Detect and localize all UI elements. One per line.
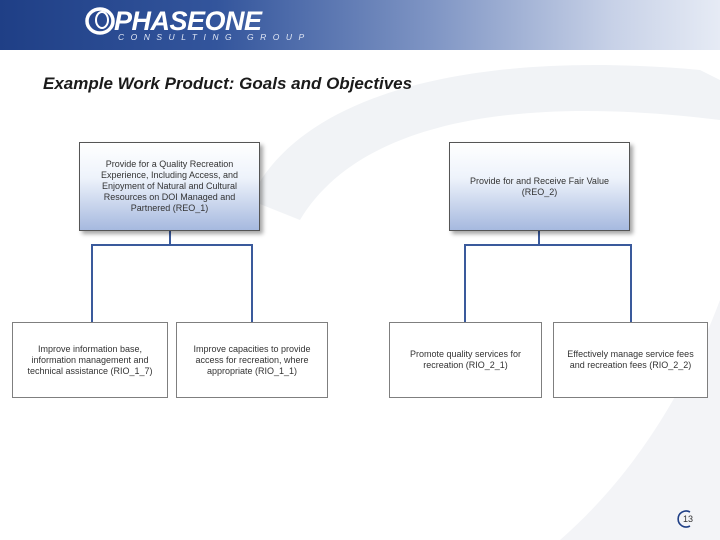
goal-text: Provide for a Quality Recreation Experience, Including Access, and Enjoyment of Natural and Cultural Resources on DOI Managed and Partnered (REO_1) <box>100 159 239 213</box>
objective-box-rio-2-2 <box>553 322 708 398</box>
logo-subtext: CONSULTING GROUP <box>118 32 311 42</box>
connector-goal1-horizontal <box>91 244 253 246</box>
objective-text: Effectively manage service fees and recreation fees (RIO_2_2) <box>567 349 694 370</box>
connector-goal1-vertical <box>169 231 171 245</box>
connector-goal2-horizontal <box>464 244 632 246</box>
connector-obj2-vertical <box>251 244 253 322</box>
objective-text: Improve information base, information management and technical assistance (RIO_1_7) <box>27 343 153 376</box>
connector-obj4-vertical <box>630 244 632 322</box>
connector-goal2-vertical <box>538 231 540 245</box>
page-number <box>677 509 697 529</box>
goal-box-reo-1 <box>79 142 260 231</box>
slide-title: Example Work Product: Goals and Objectives <box>43 74 413 93</box>
goal-text: Provide for and Receive Fair Value (REO_2) <box>470 175 609 197</box>
connector-obj3-vertical <box>464 244 466 322</box>
page-number-text: 13 <box>683 514 694 524</box>
logo-wordmark: PHASEONE <box>114 6 262 36</box>
objective-box-rio-2-1 <box>389 322 542 398</box>
connector-obj1-vertical <box>91 244 93 322</box>
company-logo <box>84 4 311 48</box>
objective-box-rio-1-7 <box>12 322 168 398</box>
objective-text: Promote quality services for recreation (RIO_2_1) <box>409 349 522 370</box>
logo-ring-icon <box>84 6 118 36</box>
objective-text: Improve capacities to provide access for recreation, where appropriate (RIO_1_1) <box>193 343 311 376</box>
goal-box-reo-2 <box>449 142 630 231</box>
objective-box-rio-1-1 <box>176 322 328 398</box>
